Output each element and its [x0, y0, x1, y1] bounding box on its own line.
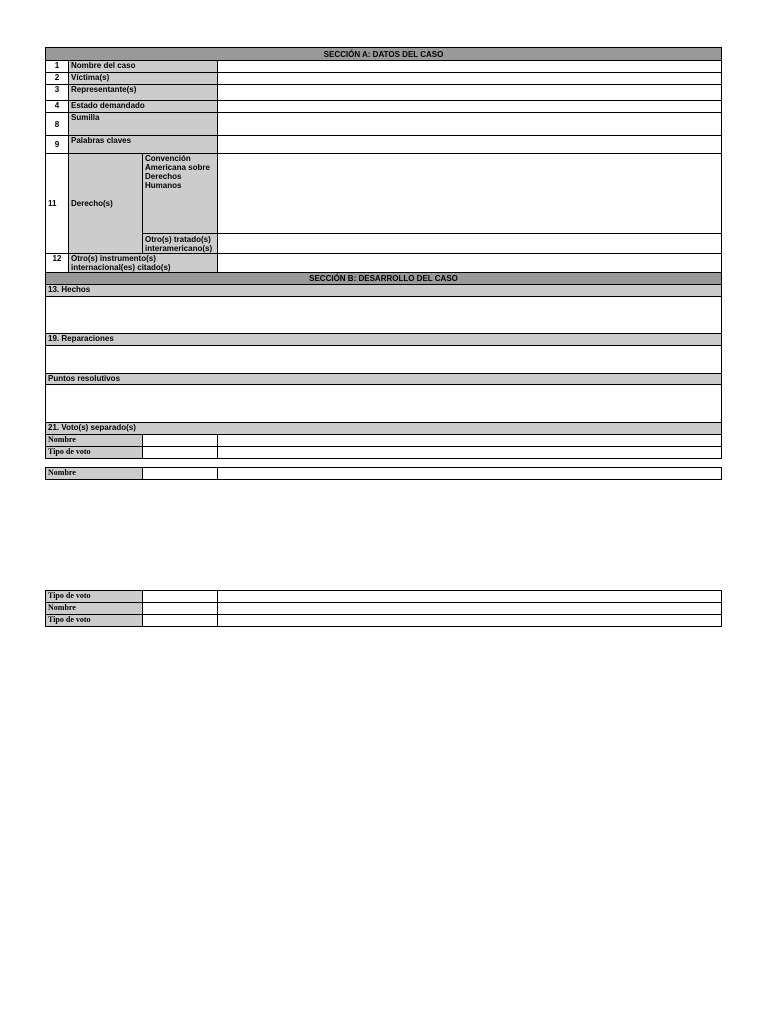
vote-nombre-field[interactable]	[143, 468, 218, 480]
row-label: Víctima(s)	[69, 73, 218, 85]
row-representantes	[46, 85, 722, 101]
row-derechos-convencion	[46, 154, 722, 234]
row-number: 9	[46, 136, 69, 154]
vote-row	[46, 603, 722, 615]
row-victimas	[46, 73, 722, 85]
row-number: 2	[46, 73, 69, 85]
row-label: Representante(s)	[69, 85, 218, 101]
estado-demandado-field[interactable]	[218, 101, 722, 113]
vote-tipo-field[interactable]	[143, 447, 218, 459]
row-otros-instrumentos	[46, 254, 722, 273]
convencion-field[interactable]	[218, 154, 722, 234]
row-number: 11	[46, 154, 69, 254]
row-number: 3	[46, 85, 69, 101]
vote-nombre-label: Nombre	[46, 435, 143, 447]
row-label: Estado demandado	[69, 101, 218, 113]
case-form-table	[45, 47, 722, 459]
row-number: 12	[46, 254, 69, 273]
vote-tipo-label: Tipo de voto	[46, 591, 143, 603]
vote-nombre-extra-field[interactable]	[218, 435, 722, 447]
vote-nombre-extra-field[interactable]	[218, 603, 722, 615]
vote-row	[46, 468, 722, 480]
row-label: Nombre del caso	[69, 61, 218, 73]
representantes-field[interactable]	[218, 85, 722, 101]
vote-tipo-field[interactable]	[143, 615, 218, 627]
derechos-label: Derecho(s)	[69, 154, 143, 254]
vote-tipo-field[interactable]	[143, 591, 218, 603]
row-estado-demandado	[46, 101, 722, 113]
vote-row	[46, 591, 722, 603]
vote-2-table	[45, 467, 722, 480]
row-label: Otro(s) instrumento(s) internacional(es) citado(s)	[69, 254, 218, 273]
vote-tipo-label: Tipo de voto	[46, 615, 143, 627]
row-number: 1	[46, 61, 69, 73]
vote-nombre-label: Nombre	[46, 603, 143, 615]
vote-nombre-label: Nombre	[46, 468, 143, 480]
vote-tipo-extra-field[interactable]	[218, 615, 722, 627]
section-b-title: SECCIÓN B: DESARROLLO DEL CASO	[46, 273, 722, 285]
vote-nombre-field[interactable]	[143, 603, 218, 615]
vote-nombre-extra-field[interactable]	[218, 468, 722, 480]
votos-separados-label: 21. Voto(s) separado(s)	[46, 423, 722, 435]
vote-row	[46, 615, 722, 627]
row-nombre-caso	[46, 61, 722, 73]
vote-tipo-label: Tipo de voto	[46, 447, 143, 459]
convencion-label: Convención Americana sobre Derechos Humanos	[143, 154, 218, 234]
reparaciones-label: 19. Reparaciones	[46, 334, 722, 346]
vote-tipo-extra-field[interactable]	[218, 447, 722, 459]
vote-tipo-extra-field[interactable]	[218, 591, 722, 603]
victimas-field[interactable]	[218, 73, 722, 85]
row-derechos-otros-tratados	[46, 234, 722, 254]
nombre-caso-field[interactable]	[218, 61, 722, 73]
vote-nombre-field[interactable]	[143, 435, 218, 447]
row-label: Sumilla	[69, 113, 218, 136]
puntos-resolutivos-label: Puntos resolutivos	[46, 374, 722, 385]
puntos-resolutivos-field[interactable]	[46, 385, 722, 423]
vote-row	[46, 447, 722, 459]
section-a-title: SECCIÓN A: DATOS DEL CASO	[46, 48, 722, 61]
reparaciones-field[interactable]	[46, 346, 722, 374]
row-sumilla	[46, 113, 722, 136]
row-number: 8	[46, 113, 69, 136]
row-palabras-claves	[46, 136, 722, 154]
row-number: 4	[46, 101, 69, 113]
row-label: Palabras claves	[69, 136, 218, 154]
hechos-label: 13. Hechos	[46, 285, 722, 297]
otros-instrumentos-field[interactable]	[218, 254, 722, 273]
otros-tratados-field[interactable]	[218, 234, 722, 254]
otros-tratados-label: Otro(s) tratado(s) interamericano(s)	[143, 234, 218, 254]
palabras-claves-field[interactable]	[218, 136, 722, 154]
vote-row	[46, 435, 722, 447]
hechos-field[interactable]	[46, 297, 722, 334]
sumilla-field[interactable]	[218, 113, 722, 136]
vote-3-table	[45, 590, 722, 627]
